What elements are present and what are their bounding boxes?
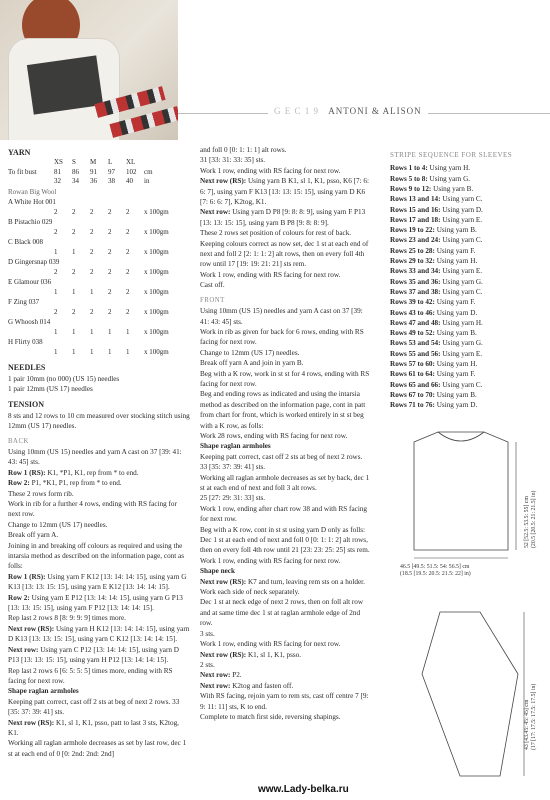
instruction-para: Work 1 row, ending with RS facing for next row. bbox=[200, 556, 341, 565]
instruction-para: Next row: Using yarn C P12 [13: 14: 14: 15], using yarn D P13 [13: 13: 15: 15], using yarn H P12 [13: 14: 14: 15]. bbox=[8, 645, 179, 665]
stripe-colour: Using yarn D. bbox=[442, 205, 483, 214]
unit-label: in bbox=[144, 177, 150, 186]
yarn-quantity: 1 bbox=[108, 347, 112, 356]
stripe-colour: Using yarn H. bbox=[429, 164, 471, 173]
yarn-quantity: 2 bbox=[108, 307, 112, 316]
bust-value: 91 bbox=[90, 167, 97, 176]
yarn-quantity: 1 bbox=[72, 247, 76, 256]
instruction-para: Change to 12mm (US 17) needles. bbox=[200, 348, 300, 357]
yarn-colour-name: A White Hot 001 bbox=[8, 198, 56, 207]
stripe-colour: Using yarn F. bbox=[436, 246, 476, 255]
instruction-para: Row 2: Using yarn E P12 [13: 14: 14: 15], using yarn G P13 [13: 13: 15: 15], using yarn F P12 [13: 14: 14: 15]. bbox=[8, 593, 183, 613]
stripe-colour: Using yarn B. bbox=[436, 226, 477, 235]
instruction-para: Cast off. bbox=[200, 281, 225, 290]
stripe-rows: Rows 5 to 8: bbox=[390, 174, 428, 183]
stripe-rows: Rows 43 to 46: bbox=[390, 308, 435, 317]
instruction-para: Row 1 (RS): K1, *P1, K1, rep from * to end. bbox=[8, 468, 139, 477]
yarn-quantity: 1 bbox=[54, 327, 58, 336]
height-in: (20.5 [20.5: 21: 21.5] in) bbox=[531, 490, 537, 548]
instruction-para: Work 28 rows, ending with RS facing for next row. bbox=[200, 431, 348, 440]
instruction-para: Beg with a K row, cont in st st using yarn D only as folls: bbox=[200, 525, 366, 534]
yarn-quantity: x 100gm bbox=[144, 267, 169, 276]
instruction-para: Working all raglan armhole decreases as set by back, dec 1 st at each end of next and foll 3 alt rows. bbox=[200, 473, 370, 492]
stripe-row bbox=[390, 266, 545, 276]
yarn-quantity: x 100gm bbox=[144, 327, 169, 336]
tshirt-print bbox=[27, 55, 103, 114]
needles-line: 1 pair 10mm (no 000) (US 15) needles bbox=[8, 374, 120, 383]
stripe-rows: Rows 47 and 48: bbox=[390, 318, 441, 327]
size-label: S bbox=[72, 158, 76, 167]
stripe-rows: Rows 19 to 22: bbox=[390, 226, 435, 235]
stripe-row bbox=[390, 369, 545, 379]
instruction-para: Next row (RS): Using yarn H K12 [13: 14: 14: 15], using yarn D K13 [13: 13: 15: 15], using yarn C K12 [13: 14: 14: 15]. bbox=[8, 624, 190, 644]
yarn-quantity: 2 bbox=[72, 207, 76, 216]
yarn-colour-name: F Zing 037 bbox=[8, 298, 40, 307]
body-height-label bbox=[524, 491, 538, 548]
front-heading: FRONT bbox=[200, 296, 225, 304]
stripe-colour: Using yarn D. bbox=[436, 308, 478, 317]
yarn-quantity: 2 bbox=[108, 267, 112, 276]
instruction-para: Beg and ending rows as indicated and using the intarsia method as described on the information page, cont in patt from chart for front, which is worked entirely in st st beg with a K row, as folls: bbox=[200, 390, 366, 430]
instruction-para: Work 1 row, ending with RS facing for next row. bbox=[200, 270, 341, 279]
back-instructions bbox=[8, 447, 190, 759]
instruction-para: Break off yarn A and join in yarn B. bbox=[200, 359, 304, 368]
sleeve-schematic bbox=[410, 606, 530, 786]
instruction-para: Shape raglan armholes bbox=[200, 442, 271, 451]
yarn-quantity: 2 bbox=[126, 247, 130, 256]
size-header bbox=[8, 158, 190, 167]
bust-value: 102 bbox=[126, 167, 137, 176]
tension-text: 8 sts and 12 rows to 10 cm measured over stocking stitch using 12mm (US 17) needles. bbox=[8, 411, 190, 431]
back-continued bbox=[200, 145, 370, 291]
yarn-quantity-row bbox=[8, 328, 190, 338]
stripe-rows: Rows 53 and 54: bbox=[390, 339, 441, 348]
stripe-rows: Rows 25 to 28: bbox=[390, 246, 435, 255]
stripe-rows: Rows 67 to 70: bbox=[390, 390, 435, 399]
instruction-para: Next row (RS): Using yarn B K1, sl 1, K1, psso, K6 [7: 6: 6: 7], using yarn F K13 [13: 13: 15: 15], using yarn D K6 [7: 6: 6: 7], K2tog, K1. bbox=[200, 177, 369, 207]
yarn-quantity-row bbox=[8, 288, 190, 298]
yarn-quantity-row bbox=[8, 228, 190, 238]
stripe-colour: Using yarn H. bbox=[442, 318, 483, 327]
instruction-para: 33 [35: 37: 39: 41] sts. bbox=[200, 463, 266, 472]
yarn-quantity: x 100gm bbox=[144, 247, 169, 256]
stripe-rows: Rows 71 to 76: bbox=[390, 401, 435, 410]
instruction-para: Using 10mm (US 15) needles and yarn A cast on 37 [39: 41: 43: 45] sts. bbox=[200, 307, 363, 326]
stripe-row bbox=[390, 359, 545, 369]
stripe-colour: Using yarn B. bbox=[433, 185, 474, 193]
instruction-para: Work in rib as given for back for 6 rows, ending with RS facing for next row. bbox=[200, 327, 364, 347]
stripe-row bbox=[390, 184, 545, 194]
stripe-colour: Using yarn C. bbox=[442, 236, 483, 245]
stripe-colour: Using yarn H. bbox=[436, 360, 478, 369]
stripe-rows: Rows 57 to 60: bbox=[390, 360, 435, 369]
instruction-para: Shape raglan armholes bbox=[8, 687, 79, 696]
column-right bbox=[390, 150, 545, 411]
width-cm: 46.5 [49.5: 51.5: 54: 56.5] cm bbox=[400, 564, 470, 570]
yarn-colour-name: D Gingersnap 039 bbox=[8, 258, 60, 267]
yarn-colour-list bbox=[8, 198, 190, 357]
needles-heading: NEEDLES bbox=[8, 363, 46, 373]
stripe-colour: Using yarn F. bbox=[436, 370, 476, 379]
instruction-para: Work 1 row, ending after chart row 38 and with RS facing for next row. bbox=[200, 504, 368, 524]
yarn-quantity: 2 bbox=[90, 247, 94, 256]
stripe-colour: Using yarn H. bbox=[436, 257, 478, 266]
instruction-para: These 2 rows set position of colours for rest of back. bbox=[200, 229, 352, 238]
bust-value: 86 bbox=[72, 167, 79, 176]
instruction-para: Break off yarn A. bbox=[8, 531, 59, 540]
stripe-row bbox=[390, 215, 545, 225]
yarn-quantity: 2 bbox=[126, 207, 130, 216]
instruction-para: With RS facing, rejoin yarn to rem sts, cast off centre 7 [9: 9: 11: 11] sts, K to end. bbox=[200, 692, 369, 711]
instruction-para: Next row: Using yarn D P8 [9: 8: 8: 9], using yarn F P13 [13: 13: 15: 15], using yarn B P8 [9: 8: 8: 9]. bbox=[200, 208, 366, 227]
instruction-para: Dec 1 st at neck edge of next 2 rows, then on foll alt row and at same time dec 1 st at raglan armhole edge of 2nd row. bbox=[200, 598, 364, 628]
yarn-quantity: 2 bbox=[54, 207, 58, 216]
yarn-quantity: 2 bbox=[54, 307, 58, 316]
instruction-para: Keeping colours correct as now set, dec 1 st at each end of next and foll 2 [2: 1: 1: 2] alt rows, then on every foll 4th row until 17 [19: 19: 21: 21] sts rem. bbox=[200, 239, 369, 269]
yarn-quantity: 2 bbox=[126, 307, 130, 316]
yarn-quantity: x 100gm bbox=[144, 207, 169, 216]
stripe-colour: Using yarn G. bbox=[442, 339, 483, 348]
stripe-list bbox=[390, 163, 545, 410]
yarn-colour-name: C Black 008 bbox=[8, 238, 43, 247]
yarn-quantity: 1 bbox=[108, 327, 112, 336]
back-heading: BACK bbox=[8, 437, 29, 445]
yarn-quantity: 1 bbox=[90, 327, 94, 336]
size-label: L bbox=[108, 158, 113, 167]
brand-header bbox=[268, 106, 428, 116]
stripe-row bbox=[390, 235, 545, 245]
stripe-row bbox=[390, 308, 545, 318]
bust-value: 97 bbox=[108, 167, 115, 176]
instruction-para: Work in rib for a further 4 rows, ending with RS facing for next row. bbox=[8, 500, 177, 519]
yarn-quantity: 1 bbox=[90, 287, 94, 296]
instruction-para: 25 [27: 29: 31: 33] sts. bbox=[200, 494, 266, 503]
stripe-heading: STRIPE SEQUENCE FOR SLEEVES bbox=[390, 151, 513, 159]
width-in: (18.5 [19.5: 20.5: 21.5: 22] in) bbox=[400, 571, 471, 577]
tension-heading: TENSION bbox=[8, 400, 45, 410]
stripe-row bbox=[390, 349, 545, 359]
stripe-colour: Using yarn C. bbox=[442, 380, 483, 389]
instruction-para: 31 [33: 31: 33: 35] sts. bbox=[200, 156, 266, 165]
bust-value: 81 bbox=[54, 167, 61, 176]
yarn-quantity: 2 bbox=[90, 207, 94, 216]
instruction-para: Rep last 2 rows 6 [6: 5: 5: 5] times more, ending with RS facing for next row. bbox=[8, 666, 173, 685]
instruction-para: Using 10mm (US 15) needles and yarn A cast on 37 [39: 41: 43: 45] sts. bbox=[8, 447, 182, 467]
yarn-quantity: x 100gm bbox=[144, 307, 169, 316]
stripe-colour: Using yarn C. bbox=[442, 287, 483, 296]
size-label: XL bbox=[126, 158, 136, 167]
yarn-quantity: 1 bbox=[90, 347, 94, 356]
stripe-colour: Using yarn E. bbox=[442, 267, 483, 276]
stripe-row bbox=[390, 400, 545, 410]
stripe-rows: Rows 13 and 14: bbox=[390, 195, 441, 204]
yarn-colour-name: B Pistachio 029 bbox=[8, 218, 53, 227]
stripe-row bbox=[390, 390, 545, 400]
unit-label: cm bbox=[144, 167, 153, 176]
stripe-row bbox=[390, 163, 545, 173]
column-left bbox=[8, 148, 190, 759]
yarn-colour-name: E Glamour 036 bbox=[8, 278, 52, 287]
instruction-para: 2 sts. bbox=[200, 660, 215, 669]
yarn-quantity: 2 bbox=[108, 287, 112, 296]
yarn-quantity: 2 bbox=[72, 227, 76, 236]
instruction-para: Row 1 (RS): Using yarn F K12 [13: 14: 14: 15], using yarn G K13 [13: 13: 15: 15], using yarn E K12 [13: 14: 14: 15]. bbox=[8, 572, 187, 592]
yarn-quantity: 1 bbox=[126, 347, 130, 356]
instruction-para: 3 sts. bbox=[200, 629, 215, 638]
stripe-colour: Using yarn C. bbox=[442, 195, 483, 204]
to-fit-label: To fit bust bbox=[8, 167, 37, 176]
sleeve-height-cm: 43 [43.45: 45: 45] cm bbox=[524, 699, 530, 750]
stripe-rows: Rows 17 and 18: bbox=[390, 215, 441, 224]
yarn-quantity: 2 bbox=[72, 267, 76, 276]
stripe-row bbox=[390, 380, 545, 390]
stripe-rows: Rows 9 to 12: bbox=[390, 185, 432, 193]
instruction-para: Row 2: P1, *K1, P1, rep from * to end. bbox=[8, 479, 122, 488]
stripe-rows: Rows 29 to 32: bbox=[390, 257, 435, 266]
yarn-quantity: 1 bbox=[72, 287, 76, 296]
instruction-para: Next row: K2tog and fasten off. bbox=[200, 681, 294, 690]
stripe-rows: Rows 15 and 16: bbox=[390, 205, 441, 214]
instruction-para: Next row: P2. bbox=[200, 671, 242, 680]
sleeve-height-in: (17 [17: 17.5: 17.5: 17.5] in) bbox=[531, 683, 537, 750]
stripe-colour: Using yarn B. bbox=[436, 390, 477, 399]
brand-prefix: G E C 1 9 bbox=[274, 106, 319, 116]
stripe-row bbox=[390, 328, 545, 338]
instruction-para: Joining in and breaking off colours as required and using the intarsia method as described on the information page, cont as folls: bbox=[8, 541, 185, 571]
bust-value: 38 bbox=[108, 177, 115, 186]
yarn-quantity: 2 bbox=[126, 267, 130, 276]
stripe-row bbox=[390, 225, 545, 235]
sleeve-outline bbox=[422, 612, 518, 776]
stripe-colour: Using yarn F. bbox=[436, 298, 476, 307]
instruction-para: Change to 12mm (US 17) needles. bbox=[8, 520, 108, 529]
yarn-quantity: 1 bbox=[54, 287, 58, 296]
height-cm: 52 [52.5: 53.5: 55] cm bbox=[524, 496, 530, 548]
yarn-quantity: 2 bbox=[90, 227, 94, 236]
size-label: M bbox=[90, 158, 97, 167]
yarn-quantity: 2 bbox=[108, 207, 112, 216]
instruction-para: Keeping patt correct, cast off 2 sts at beg of next 2 rows. 33 [35: 37: 39: 41] sts. bbox=[8, 697, 180, 717]
yarn-colour-name: H Flirty 038 bbox=[8, 338, 43, 347]
bust-value: 34 bbox=[72, 177, 79, 186]
needles-line: 1 pair 12mm (US 17) needles bbox=[8, 384, 93, 393]
instruction-para: Working all raglan armhole decreases as set by last row, dec 1 st at each end of 0 [0: 2nd: 2nd: 2nd] bbox=[8, 739, 187, 758]
stripe-colour: Using yarn G. bbox=[429, 174, 471, 183]
stripe-row bbox=[390, 246, 545, 256]
stripe-row bbox=[390, 287, 545, 297]
stripe-row bbox=[390, 205, 545, 215]
bust-in-row bbox=[8, 177, 190, 186]
stripe-colour: Using yarn E. bbox=[442, 349, 483, 358]
stripe-rows: Rows 49 to 52: bbox=[390, 329, 435, 338]
instruction-para: Work each side of neck separately. bbox=[200, 588, 300, 597]
yarn-quantity: 2 bbox=[108, 227, 112, 236]
yarn-quantity: 1 bbox=[54, 347, 58, 356]
instruction-para: Complete to match first side, reversing shapings. bbox=[200, 712, 341, 721]
yarn-quantity: 2 bbox=[90, 307, 94, 316]
neck-curve bbox=[438, 432, 484, 441]
yarn-quantity: 2 bbox=[72, 307, 76, 316]
stripe-row bbox=[390, 338, 545, 348]
yarn-quantity: 1 bbox=[72, 327, 76, 336]
stripe-row bbox=[390, 174, 545, 184]
yarn-quantity: 2 bbox=[126, 287, 130, 296]
instruction-para: Work 1 row, ending with RS facing for next row. bbox=[200, 640, 341, 649]
instruction-para: Next row (RS): K1, sl 1, K1, psso, patt to last 3 sts, K2tog, K1. bbox=[8, 718, 179, 737]
stripe-row bbox=[390, 277, 545, 287]
yarn-quantity-row bbox=[8, 208, 190, 218]
instruction-para: Beg with a K row, work in st st for 4 rows, ending with RS facing for next row. bbox=[200, 369, 370, 388]
yarn-quantity-row bbox=[8, 348, 190, 358]
bust-value: 36 bbox=[90, 177, 97, 186]
yarn-quantity-row bbox=[8, 308, 190, 318]
stripe-colour: Using yarn E. bbox=[442, 215, 483, 224]
stripe-colour: Using yarn D. bbox=[436, 401, 478, 410]
front-instructions bbox=[200, 306, 370, 722]
stripe-rows: Rows 37 and 38: bbox=[390, 287, 441, 296]
instruction-para: Shape neck bbox=[200, 567, 235, 576]
yarn-colour-name: G Whoosh 014 bbox=[8, 318, 51, 327]
instruction-para: Next row (RS): K1, sl 1, K1, psso. bbox=[200, 650, 302, 659]
bust-value: 32 bbox=[54, 177, 61, 186]
yarn-quantity-row bbox=[8, 248, 190, 258]
yarn-quantity: 1 bbox=[126, 327, 130, 336]
stripe-rows: Rows 39 to 42: bbox=[390, 298, 435, 307]
bust-cm-row bbox=[8, 168, 190, 177]
yarn-quantity: 2 bbox=[54, 267, 58, 276]
size-label: XS bbox=[54, 158, 63, 167]
stripe-row bbox=[390, 297, 545, 307]
stripe-rows: Rows 65 and 66: bbox=[390, 380, 441, 389]
stripe-rows: Rows 55 and 56: bbox=[390, 349, 441, 358]
yarn-quantity: 2 bbox=[126, 227, 130, 236]
yarn-brand: Rowan Big Wool bbox=[8, 187, 57, 196]
yarn-quantity-row bbox=[8, 268, 190, 278]
yarn-quantity: 1 bbox=[72, 347, 76, 356]
model-photo bbox=[0, 0, 178, 140]
stripe-rows: Rows 33 and 34: bbox=[390, 267, 441, 276]
footer-url: www.Lady-belka.ru bbox=[258, 784, 349, 795]
yarn-quantity: 2 bbox=[108, 247, 112, 256]
yarn-quantity: 2 bbox=[90, 267, 94, 276]
brand-name: ANTONI & ALISON bbox=[328, 106, 422, 116]
instruction-para: Rep last 2 rows 8 [8: 9: 9: 9] times more. bbox=[8, 614, 126, 623]
instruction-para: These 2 rows form rib. bbox=[8, 489, 74, 498]
instruction-para: Next row (RS): K7 and turn, leaving rem sts on a holder. bbox=[200, 577, 365, 586]
stripe-rows: Rows 23 and 24: bbox=[390, 236, 441, 245]
column-middle bbox=[200, 145, 370, 722]
instruction-para: Dec 1 st at each end of next and foll 0 [0: 1: 1: 2] alt rows, then on every foll 4th row until 21 [23: 23: 25: 25] sts rem. bbox=[200, 536, 370, 555]
yarn-quantity: 2 bbox=[54, 227, 58, 236]
yarn-quantity: 1 bbox=[54, 247, 58, 256]
stripe-rows: Rows 1 to 4: bbox=[390, 164, 428, 173]
stripe-row bbox=[390, 318, 545, 328]
bust-value: 40 bbox=[126, 177, 133, 186]
body-width-label bbox=[400, 564, 471, 578]
stripe-rows: Rows 61 to 64: bbox=[390, 370, 435, 379]
yarn-quantity: x 100gm bbox=[144, 227, 169, 236]
stripe-colour: Using yarn G. bbox=[442, 277, 483, 286]
yarn-quantity: x 100gm bbox=[144, 287, 169, 296]
instruction-para: and foll 0 [0: 1: 1: 1] alt rows. bbox=[200, 146, 287, 154]
instruction-para: Work 1 row, ending with RS facing for next row. bbox=[200, 166, 341, 175]
stripe-rows: Rows 35 and 36: bbox=[390, 277, 441, 286]
yarn-heading: YARN bbox=[8, 148, 31, 157]
body-outline bbox=[414, 432, 508, 550]
yarn-quantity: x 100gm bbox=[144, 347, 169, 356]
stripe-colour: Using yarn B. bbox=[436, 329, 477, 338]
stripe-row bbox=[390, 194, 545, 204]
body-schematic bbox=[398, 430, 538, 570]
instruction-para: Keeping patt correct, cast off 2 sts at beg of next 2 rows. bbox=[200, 452, 363, 461]
sleeve-height-label bbox=[524, 684, 538, 750]
stripe-row bbox=[390, 256, 545, 266]
